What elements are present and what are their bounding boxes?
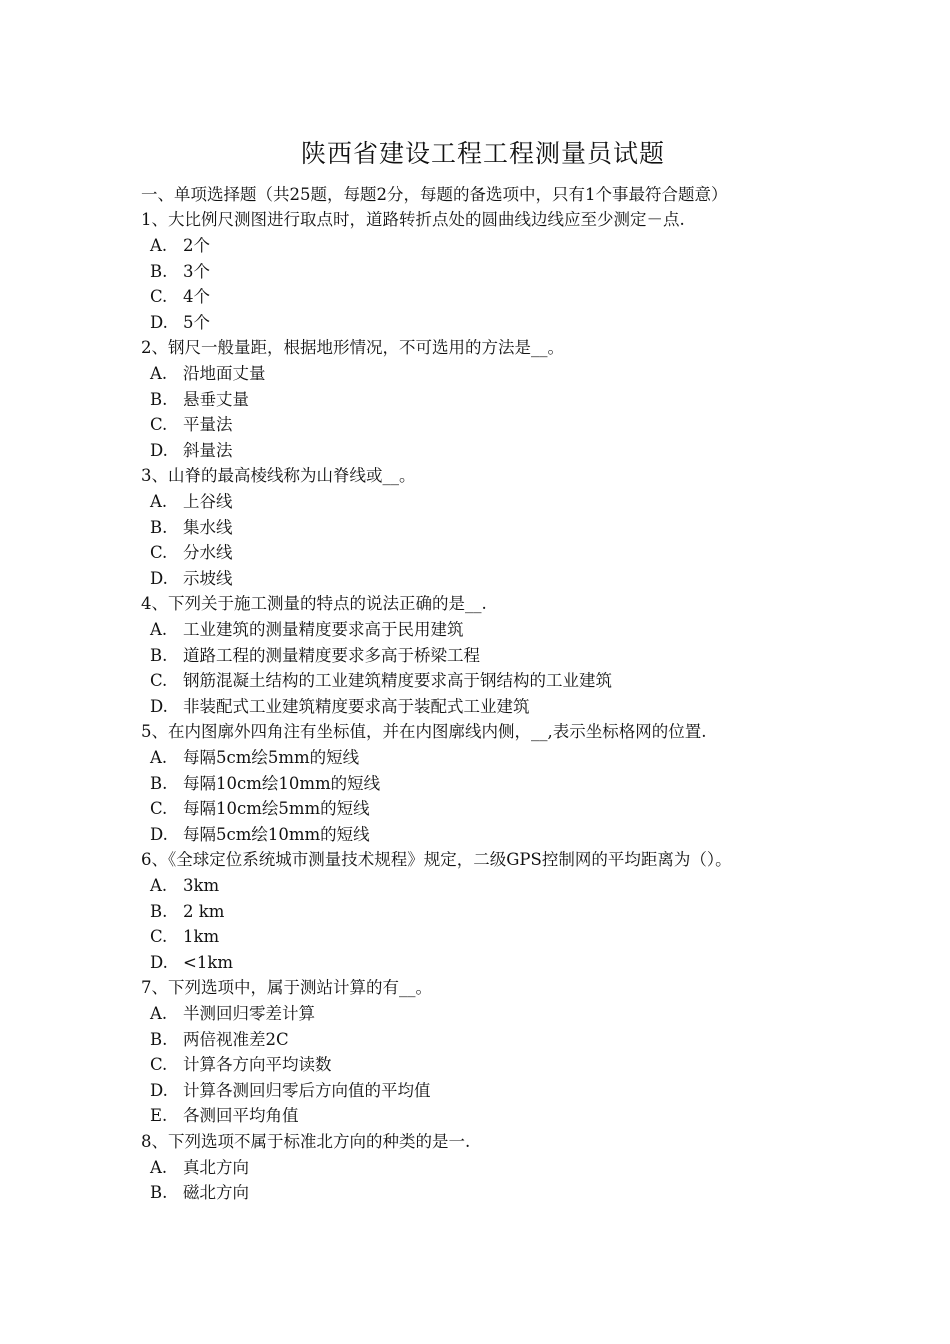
option-item [141,438,921,464]
option-letter: C. [150,927,168,946]
option-text: 示坡线 [183,568,233,588]
section-header: 一、单项选择题（共25题，每题2分，每题的备选项中，只有1个事最符合题意） [141,185,728,204]
option-item [141,1103,921,1129]
option-letter: A. [150,876,168,895]
option-letter: B. [150,645,168,665]
option-item [141,387,921,413]
question-3 [141,463,921,591]
option-letter: D. [150,312,168,332]
option-item [141,950,921,976]
option-letter: C. [150,1055,168,1074]
option-item [141,745,921,771]
option-text: 分水线 [183,543,233,562]
option-item [141,668,921,694]
question-6 [141,847,921,975]
option-letter: C. [150,543,168,562]
question-text: 7、下列选项中，属于测站计算的有__。 [141,978,432,997]
option-text: 4个 [183,287,210,306]
option-text: 斜量法 [183,440,233,460]
option-item [141,310,921,336]
option-letter: D. [150,824,168,844]
question-7 [141,975,921,1129]
question-text: 4、下列关于施工测量的特点的说法正确的是__. [141,594,487,613]
option-item [141,566,921,592]
option-text: 沿地面丈量 [183,364,266,383]
option-item [141,233,921,259]
option-letter: A. [150,1004,168,1023]
option-letter: D. [150,568,168,588]
option-item [141,899,921,925]
question-list [141,207,921,1206]
option-item [141,1027,921,1053]
option-letter: C. [150,671,168,690]
option-text: 集水线 [183,517,233,537]
option-text: 平量法 [183,415,233,434]
option-text: 工业建筑的测量精度要求高于民用建筑 [183,620,464,639]
option-letter: B. [150,1183,168,1202]
option-letter: B. [150,261,168,281]
document-title: 陕西省建设工程工程测量员试题 [300,139,665,168]
option-letter: D. [150,440,168,460]
option-text: 5个 [183,312,210,332]
question-text: 3、山脊的最高棱线称为山脊线或__。 [141,466,416,485]
option-item [141,1052,921,1078]
option-letter: A. [150,620,168,639]
option-item [141,515,921,541]
option-letter: D. [150,1080,168,1100]
option-letter: C. [150,799,168,818]
option-item [141,412,921,438]
option-text: 每隔10cm绘10mm的短线 [183,773,381,793]
option-text: 各测回平均角值 [183,1106,299,1125]
option-text: <1km [183,952,233,972]
option-letter: A. [150,748,168,767]
option-letter: A. [150,364,168,383]
option-text: 真北方向 [183,1157,249,1177]
option-item [141,873,921,899]
option-text: 道路工程的测量精度要求多高于桥梁工程 [183,645,480,665]
option-letter: B. [150,517,168,537]
question-text: 5、在内图廓外四角注有坐标值，并在内图廓线内侧，__,表示坐标格网的位置. [141,722,707,741]
option-letter: A. [150,492,168,511]
option-text: 悬垂丈量 [183,389,249,409]
question-text: 2、钢尺一般量距，根据地形情况，不可选用的方法是__。 [141,338,564,357]
option-item [141,540,921,566]
option-letter: B. [150,901,168,921]
option-letter: B. [150,389,168,409]
option-letter: D. [150,696,168,716]
option-text: 1km [183,927,220,946]
option-item [141,489,921,515]
option-item [141,361,921,387]
option-item [141,1155,921,1181]
option-letter: C. [150,415,168,434]
option-text: 2个 [183,236,210,255]
option-text: 钢筋混凝土结构的工业建筑精度要求高于钢结构的工业建筑 [183,671,612,690]
option-letter: A. [150,236,168,255]
option-item [141,259,921,285]
question-8 [141,1129,921,1206]
question-4 [141,591,921,719]
question-5 [141,719,921,847]
option-text: 3个 [183,261,210,281]
option-item [141,1078,921,1104]
option-text: 磁北方向 [183,1183,249,1202]
question-text: 8、下列选项不属于标准北方向的种类的是一. [141,1131,471,1151]
option-text: 计算各测回归零后方向值的平均值 [183,1080,431,1100]
option-item [141,1001,921,1027]
option-item [141,1180,921,1206]
option-item [141,771,921,797]
option-item [141,694,921,720]
option-letter: D. [150,952,168,972]
option-text: 3km [183,876,220,895]
option-item [141,617,921,643]
option-item [141,822,921,848]
option-text: 半测回归零差计算 [183,1004,315,1023]
option-text: 计算各方向平均读数 [183,1055,332,1074]
question-text: 1、大比例尺测图进行取点时，道路转折点处的圆曲线边线应至少测定－点. [141,210,685,229]
option-item [141,284,921,310]
option-text: 每隔5cm绘10mm的短线 [183,824,370,844]
option-item [141,796,921,822]
option-item [141,924,921,950]
option-item [141,643,921,669]
question-1 [141,207,921,335]
option-letter: A. [150,1157,168,1177]
option-text: 非装配式工业建筑精度要求高于装配式工业建筑 [183,696,530,716]
option-letter: E. [150,1106,168,1125]
question-text: 6、《全球定位系统城市测量技术规程》规定，二级GPS控制网的平均距离为（）。 [141,850,732,869]
option-letter: B. [150,1029,168,1049]
option-text: 每隔5cm绘5mm的短线 [183,748,360,767]
option-text: 每隔10cm绘5mm的短线 [183,799,370,818]
option-text: 2 km [183,901,225,921]
option-letter: C. [150,287,168,306]
option-text: 两倍视准差2C [183,1029,289,1049]
option-letter: B. [150,773,168,793]
question-2 [141,335,921,463]
option-text: 上谷线 [183,492,233,511]
